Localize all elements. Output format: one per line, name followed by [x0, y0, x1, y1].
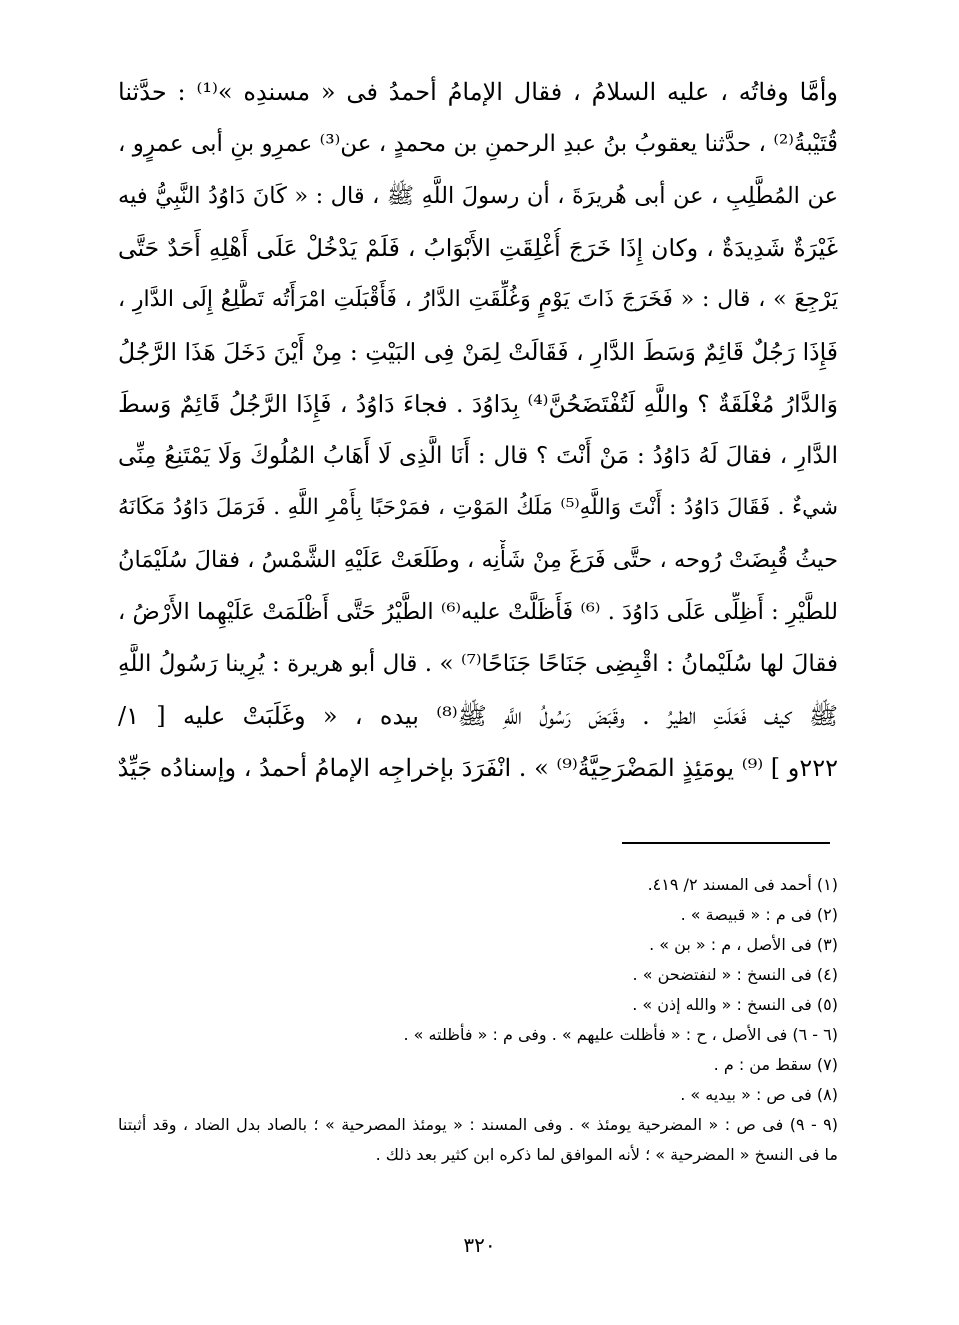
text-line: قُتَيْبةُ⁽²⁾ ، حدَّثنا يعقوبُ بنُ عبدِ الرحمنِ بن محمدٍ ، عن⁽³⁾ عمرِو بنِ أبى عمرٍو ، — [118, 131, 838, 157]
footnote: (٦ - ٦) فى الأصل ، ح : « فأظلت عليهم » . وفى م : « فأظلته » . — [403, 1025, 838, 1044]
footnote: (٣) فى الأصل ، م : « بن » . — [649, 935, 838, 954]
text-line: عن المُطَّلِبِ ، عن أبى هُريرَةَ ، أن رسولَ اللَّهِ ﷺ ، قال : « كَانَ دَاوُدُ النَّبِيُّ فيه — [118, 183, 838, 209]
text-line: فقالَ لها سُلَيْمانُ : اقْبِضِى جَنَاحًا جَنَاحًا⁽⁷⁾ » . قال أبو هريرة : يُرِينا رَسُولُ اللَّهِ — [118, 651, 838, 677]
text-line: شيءٌ . فَقَالَ دَاوُدُ : أَنْتَ وَاللَّهِ⁽⁵⁾ مَلَكُ المَوْتِ ، فمَرْحَبًا بِأَمْرِ اللَّهِ . فَرَمَلَ دَاوُدُ مَكَانَهُ — [118, 495, 838, 520]
footnote: (٩ - ٩) فى ص : « المضرحية يومئذ » . وفى المسند : « يومئذ المصرحية » ؛ بالصاد بدل الضاد ، وقد أثبتنا — [118, 1115, 838, 1134]
text-line: للطَّيْرِ : أَظِلِّى عَلَى دَاوُدَ . ⁽⁶⁾ فَأَظَلَّتْ عليه⁽⁶⁾ الطَّيْرُ حَتَّى أَظْلَمَتْ عَلَيْهِما الأَرْضُ ، — [118, 599, 838, 625]
footnote: (٥) فى النسخ : « والله إذن » . — [632, 995, 838, 1014]
page-number: ٣٢٠ — [463, 1233, 496, 1257]
text-line: يَرْجِعَ » ، قال : « فَخَرَجَ ذَاتَ يَوْمٍ وَغُلِّقَتِ الدَّارُ ، فَأَقْبَلَتِ امْرَأَتُه تَطَّلِعُ إِلَى الدَّارِ ، — [118, 287, 838, 312]
text-line: حيثُ قُبِضَتْ رُوحه ، حتَّى فَرَغَ مِنْ شَأْنِه ، وطَلَعَتْ عَلَيْهِ الشَّمْسُ ، فقالَ سُلَيْمَانُ — [118, 547, 838, 573]
footnote: (٤) فى النسخ : « لنفتضحن » . — [632, 965, 838, 984]
footnote: (٢) فى م : « قبيصة » . — [680, 905, 838, 924]
text-line: ﷺ كيف فَعَلَتِ الطيرُ . وقَبَضَ رَسُولُ اللَّهِ ﷺ⁽⁸⁾ بيده ، « وغَلَبَتْ عليه [ ١/ — [118, 702, 838, 730]
text-line: الدَّارِ ، فقالَ لَهُ دَاوُدُ : مَنْ أَنْتَ ؟ قال : أَنَا الَّذِى لَا أَهَابُ المُلُوكَ وَلَا يَمْتَنِعُ مِنِّى — [118, 443, 838, 469]
footnote: ما فى النسخ « المضرحية » ؛ لأنه الموافق لما ذكره ابن كثير بعد ذلك . — [375, 1145, 838, 1164]
text-line: ٢٢٢و ] ⁽⁹⁾ يومَئِذٍ المَضْرَحِيَّةُ⁽⁹⁾ » . انْفَرَدَ بإخراجِه الإمامُ أحمدُ ، وإسنادُه جَيِّدٌ — [118, 754, 838, 782]
footnote: (١) أحمد فى المسند ٢/ ٤١٩. — [647, 875, 838, 894]
footnote: (٧) سقط من : م . — [713, 1055, 838, 1074]
text-line: فَإِذَا رَجُلٌ قَائِمٌ وَسَطَ الدَّارِ ، فَقَالَتْ لِمَنْ فِى البَيْتِ : مِنْ أَيْنَ دَخَلَ هَذَا الرَّجُلُ — [118, 338, 838, 366]
text-line: غَيْرَةٌ شَدِيدَةٌ ، وكان إِذَا خَرَجَ أُغْلِقَتِ الأَبْوَابُ ، فَلَمْ يَدْخُلْ عَلَى أَهْلِهِ أَحَدٌ حَتَّى — [118, 234, 838, 262]
footnote: (٨) فى ص : « بيديه » . — [680, 1085, 838, 1104]
text-line: وَالدَّارُ مُغْلَقَةٌ ؟ واللَّهِ لَتُفْتَضَحُنَّ⁽⁴⁾ بِدَاوُدَ . فجاءَ دَاوُدُ ، فَإِذَا الرَّجُلُ قَائِمٌ وَسطَ — [118, 390, 838, 418]
footnote-separator — [622, 842, 830, 844]
text-line: وأمَّا وفاتُه ، عليه السلامُ ، فقال الإمامُ أحمدُ فى « مسندِه »⁽¹⁾ : حدَّثنا — [118, 78, 838, 106]
